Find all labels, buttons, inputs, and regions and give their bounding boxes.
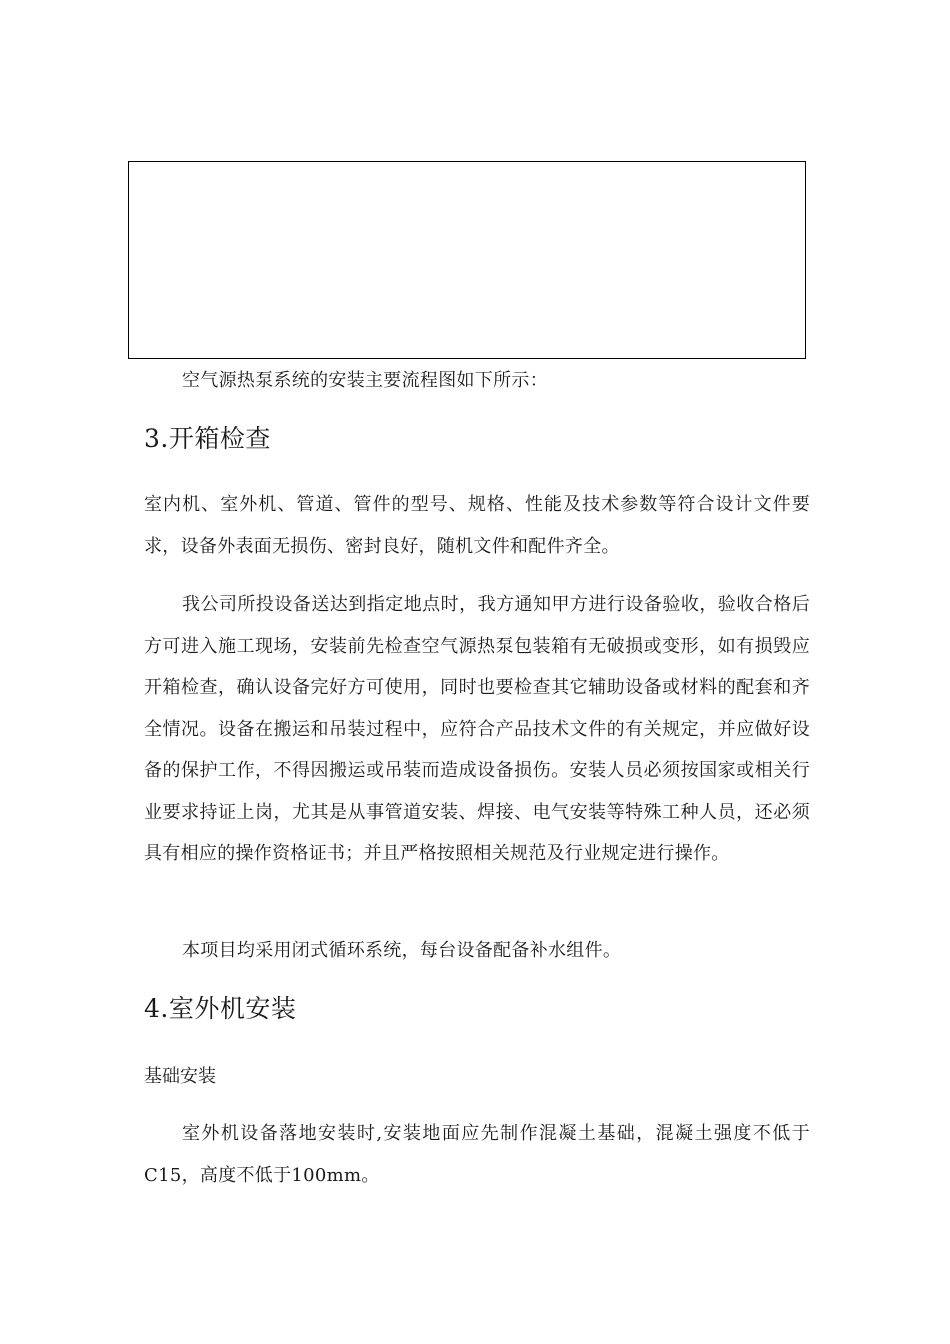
- section-3-paragraph-3: 本项目均采用闭式循环系统，每台设备配备补水组件。: [182, 940, 622, 961]
- section-4-subheading: 基础安装: [144, 1066, 216, 1087]
- section-3-paragraph-1: 室内机、室外机、管道、管件的型号、规格、性能及技术参数等符合设计文件要求，设备外表面无损伤、密封良好，随机文件和配件齐全。: [144, 494, 810, 557]
- flowchart-caption: 空气源热泵系统的安装主要流程图如下所示：: [182, 370, 548, 391]
- section-3-heading: 3.开箱检查: [144, 424, 271, 453]
- section-4-paragraph-1: 室外机设备落地安装时,安装地面应先制作混凝土基础，混凝土强度不低于C15，高度不低于100mm。: [144, 1123, 810, 1186]
- flowchart-placeholder-box: [128, 161, 806, 359]
- section-3-paragraph-2: 我公司所投设备送达到指定地点时，我方通知甲方进行设备验收，验收合格后方可进入施工现场，安装前先检查空气源热泵包装箱有无破损或变形，如有损毁应开箱检查，确认设备完好方可使用，同时也要检查其它辅助设备或材料的配套和齐全情况。设备在搬运和吊装过程中，应符合产品技术文件的有关规定，并应做好设备的保护工作，不得因搬运或吊装而造成设备损伤。安装人员必须按国家或相关行业要求持证上岗，尤其是从事管道安装、焊接、电气安装等特殊工种人员，还必须具有相应的操作资格证书；并且严格按照相关规范及行业规定进行操作。: [144, 594, 810, 864]
- section-4-heading: 4.室外机安装: [144, 994, 297, 1023]
